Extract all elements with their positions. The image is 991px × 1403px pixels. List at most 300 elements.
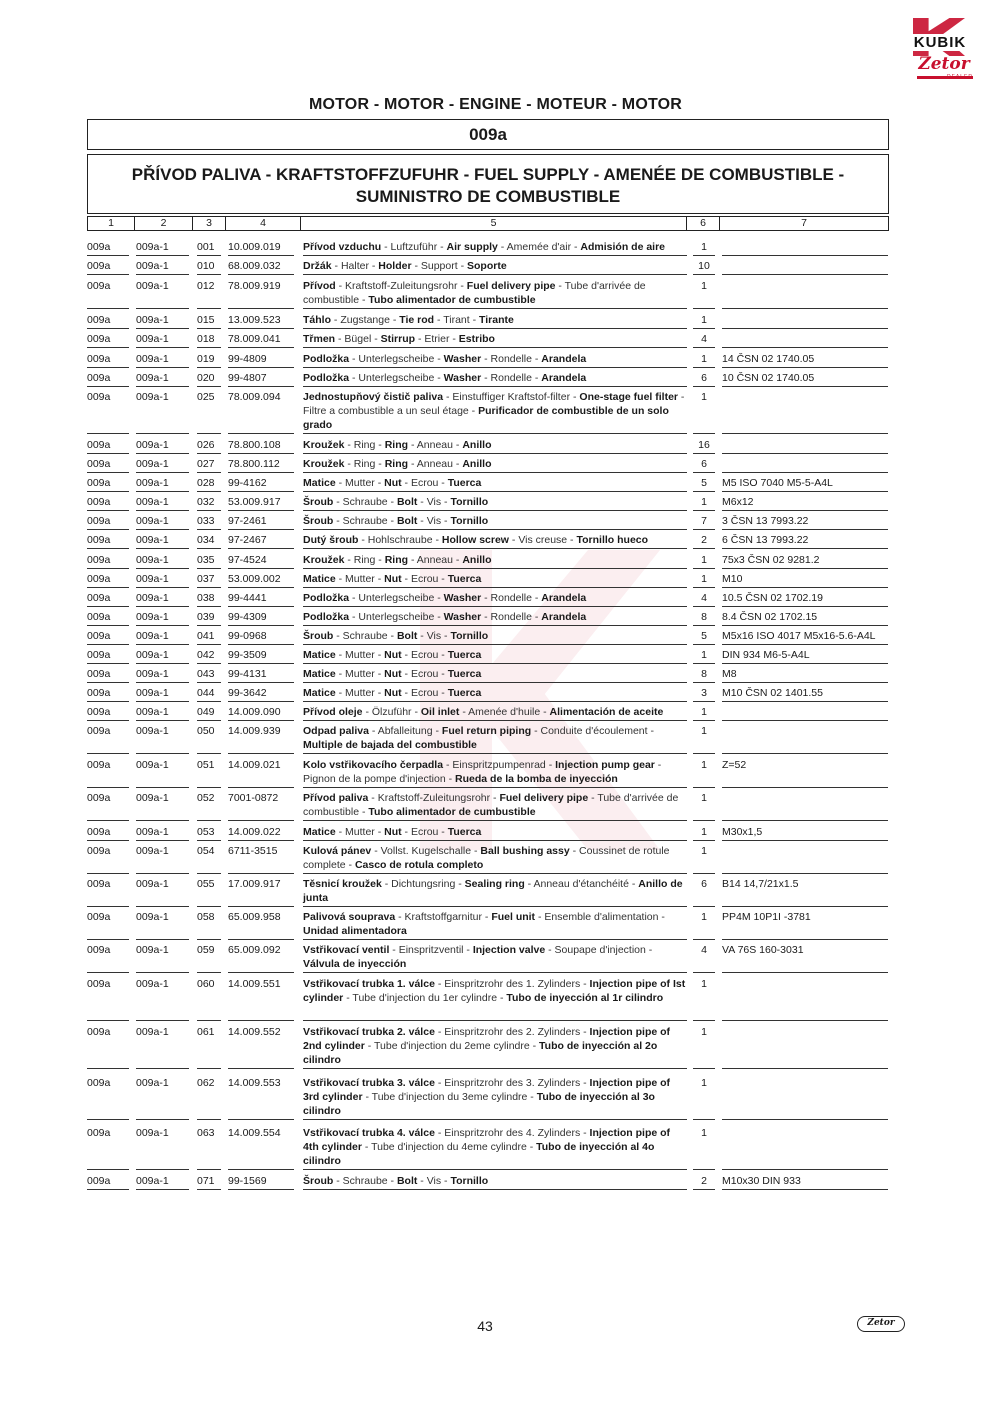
description-name: Vstřikovací trubka 3. válce: [303, 1077, 435, 1089]
position-cell: 025: [197, 390, 221, 434]
description-cell: [303, 572, 687, 588]
quantity-cell: 1: [693, 313, 715, 329]
note-cell: 10 ČSN 02 1740.05: [722, 371, 888, 387]
position-cell: 010: [197, 259, 221, 275]
group-code: 009a: [469, 125, 507, 144]
group-cell: 009a: [87, 667, 129, 683]
quantity-cell: 4: [693, 332, 715, 348]
description-name: Injection pipe of 2nd cylinder: [303, 1026, 671, 1052]
description-cell: [303, 1174, 687, 1190]
quantity-cell: 1: [693, 791, 715, 821]
part-number-cell: 14.009.553: [228, 1076, 294, 1120]
description-name: Tuerca: [447, 826, 482, 838]
description-name: Injection pipe of Ist cylinder: [303, 978, 686, 1004]
subgroup-cell: 009a-1: [136, 686, 189, 702]
quantity-cell: 16: [693, 438, 715, 454]
subgroup-cell: 009a-1: [136, 279, 189, 309]
description-translation: - Mutter -: [335, 668, 385, 680]
description-translation: - Vis -: [417, 1175, 451, 1187]
quantity-cell: 2: [693, 533, 715, 549]
group-cell: 009a: [87, 910, 129, 940]
description-translation: - Halter -: [331, 260, 379, 272]
subgroup-cell: 009a-1: [136, 533, 189, 549]
note-cell: 14 ČSN 02 1740.05: [722, 352, 888, 368]
description-translation: - Zugstange -: [331, 314, 400, 326]
subgroup-cell: 009a-1: [136, 390, 189, 434]
description-name: Tornillo hueco: [576, 534, 649, 546]
subgroup-cell: 009a-1: [136, 758, 189, 788]
description-cell: [303, 495, 687, 511]
group-cell: 009a: [87, 259, 129, 275]
group-cell: 009a: [87, 332, 129, 348]
description-translation: - Dichtungsring -: [381, 878, 465, 890]
part-number-cell: 14.009.552: [228, 1025, 294, 1069]
subgroup-cell: 009a-1: [136, 877, 189, 907]
part-number-cell: 53.009.002: [228, 572, 294, 588]
quantity-cell: 5: [693, 629, 715, 645]
description-translation: - Anneau -: [408, 458, 463, 470]
quantity-cell: 1: [693, 724, 715, 754]
position-cell: 035: [197, 553, 221, 569]
column-header: 2: [135, 217, 193, 230]
description-name: Tuerca: [447, 477, 482, 489]
description-name: Ring: [384, 458, 409, 470]
note-cell: M5 ISO 7040 M5-5-A4L: [722, 476, 888, 492]
part-number-cell: 97-2467: [228, 533, 294, 549]
description-name: Admisión de aire: [580, 241, 666, 253]
subgroup-cell: 009a-1: [136, 476, 189, 492]
description-translation: - Luftzuführ -: [381, 241, 447, 253]
description-name: Bolt: [396, 496, 418, 508]
part-number-cell: 99-4309: [228, 610, 294, 626]
description-name: Podložka: [303, 611, 350, 623]
group-cell: 009a: [87, 572, 129, 588]
subgroup-cell: 009a-1: [136, 610, 189, 626]
description-translation: - Ölzuführ -: [362, 706, 421, 718]
description-translation: - Pignon de la pompe d'injection -: [303, 759, 662, 785]
description-cell: [303, 610, 687, 626]
position-cell: 043: [197, 667, 221, 683]
description-translation: - Tube d'injection du 3eme cylindre -: [362, 1091, 537, 1103]
subgroup-cell: 009a-1: [136, 352, 189, 368]
description-name: Matice: [303, 687, 336, 699]
description-name: Tubo de inyección al 3o cilindro: [303, 1091, 655, 1117]
description-cell: [303, 686, 687, 702]
part-number-cell: 78.009.041: [228, 332, 294, 348]
subgroup-cell: 009a-1: [136, 910, 189, 940]
description-name: Injection pipe of 3rd cylinder: [303, 1077, 671, 1103]
description-translation: - Schraube -: [333, 1175, 397, 1187]
position-cell: 026: [197, 438, 221, 454]
description-cell: [303, 259, 687, 275]
quantity-cell: 4: [693, 943, 715, 973]
note-cell: [722, 1076, 888, 1120]
description-cell: [303, 667, 687, 683]
note-cell: 8.4 ČSN 02 1702.15: [722, 610, 888, 626]
description-name: Fuel return piping: [441, 725, 532, 737]
part-number-cell: 78.800.108: [228, 438, 294, 454]
quantity-cell: 2: [693, 1174, 715, 1190]
group-cell: 009a: [87, 1126, 129, 1170]
part-number-cell: 99-4809: [228, 352, 294, 368]
description-cell: [303, 313, 687, 329]
note-cell: M6x12: [722, 495, 888, 511]
subgroup-cell: 009a-1: [136, 1076, 189, 1120]
description-name: Washer: [443, 592, 482, 604]
subgroup-cell: 009a-1: [136, 1174, 189, 1190]
logo-dealer-text: DEALER: [946, 74, 973, 80]
group-cell: 009a: [87, 476, 129, 492]
quantity-cell: 6: [693, 371, 715, 387]
description-cell: [303, 390, 687, 434]
part-number-cell: 97-4524: [228, 553, 294, 569]
section-title-box: [87, 154, 889, 214]
note-cell: M5x16 ISO 4017 M5x16-5.6-A4L: [722, 629, 888, 645]
description-translation: - Rondelle -: [481, 592, 542, 604]
description-name: Kroužek: [303, 554, 345, 566]
description-name: Nut: [384, 573, 402, 585]
description-name: Estribo: [458, 333, 495, 345]
note-cell: M30x1,5: [722, 825, 888, 841]
subgroup-cell: 009a-1: [136, 724, 189, 754]
quantity-cell: 5: [693, 476, 715, 492]
description-translation: - Tube d'injection du 1er cylindre -: [343, 992, 507, 1004]
description-translation: - Einstuffiger Kraftstof-filter -: [443, 391, 580, 403]
part-number-cell: 78.009.919: [228, 279, 294, 309]
subgroup-cell: 009a-1: [136, 791, 189, 821]
note-cell: [722, 1126, 888, 1170]
description-name: Injection pump gear: [555, 759, 655, 771]
description-name: Tubo de inyección al 1r cilindro: [506, 992, 664, 1004]
part-number-cell: 14.009.090: [228, 705, 294, 721]
subgroup-cell: 009a-1: [136, 667, 189, 683]
description-cell: [303, 457, 687, 473]
description-name: Matice: [303, 826, 336, 838]
subgroup-cell: 009a-1: [136, 240, 189, 256]
part-number-cell: 99-3642: [228, 686, 294, 702]
note-cell: M10: [722, 572, 888, 588]
description-name: Přívod paliva: [303, 792, 369, 804]
description-translation: - Mutter -: [335, 649, 385, 661]
part-number-cell: 53.009.917: [228, 495, 294, 511]
group-code-box: [87, 119, 889, 150]
description-translation: - Ring -: [344, 458, 385, 470]
description-name: Tuerca: [447, 573, 482, 585]
note-cell: [722, 1025, 888, 1069]
note-cell: [722, 313, 888, 329]
description-translation: - Etrier -: [415, 333, 459, 345]
description-cell: [303, 910, 687, 940]
description-translation: - Schraube -: [333, 496, 397, 508]
description-cell: [303, 943, 687, 973]
note-cell: B14 14,7/21x1.5: [722, 877, 888, 907]
description-translation: - Unterlegscheibe -: [349, 353, 444, 365]
group-cell: 009a: [87, 977, 129, 1021]
description-translation: - Ecrou -: [401, 668, 448, 680]
description-name: Tuerca: [447, 687, 482, 699]
position-cell: 027: [197, 457, 221, 473]
subgroup-cell: 009a-1: [136, 438, 189, 454]
group-cell: 009a: [87, 705, 129, 721]
description-name: Anillo: [462, 439, 492, 451]
position-cell: 033: [197, 514, 221, 530]
quantity-cell: 1: [693, 390, 715, 434]
quantity-cell: 8: [693, 610, 715, 626]
group-cell: 009a: [87, 758, 129, 788]
description-name: Anillo de junta: [303, 878, 683, 904]
description-translation: - Kraftstoff-Zuleitungsrohr -: [368, 792, 500, 804]
note-cell: [722, 457, 888, 473]
description-translation: - Kraftstoff-Zuleitungsrohr -: [335, 280, 467, 292]
description-name: Matice: [303, 649, 336, 661]
note-cell: [722, 438, 888, 454]
position-cell: 061: [197, 1025, 221, 1069]
quantity-cell: 8: [693, 667, 715, 683]
quantity-cell: 1: [693, 910, 715, 940]
part-number-cell: 99-4131: [228, 667, 294, 683]
description-name: Tuerca: [447, 668, 482, 680]
description-name: Šroub: [303, 515, 334, 527]
subgroup-cell: 009a-1: [136, 259, 189, 275]
description-name: Šroub: [303, 496, 334, 508]
subgroup-cell: 009a-1: [136, 591, 189, 607]
description-name: Soporte: [467, 260, 507, 272]
part-number-cell: 6711-3515: [228, 844, 294, 874]
position-cell: 042: [197, 648, 221, 664]
description-translation: - Soupape d'injection -: [545, 944, 653, 956]
description-name: Hollow screw: [441, 534, 509, 546]
description-cell: [303, 724, 687, 754]
group-cell: 009a: [87, 514, 129, 530]
description-name: Kulová pánev: [303, 845, 372, 857]
part-number-cell: 14.009.021: [228, 758, 294, 788]
part-number-cell: 13.009.523: [228, 313, 294, 329]
description-name: Jednostupňový čistič paliva: [303, 391, 444, 403]
quantity-cell: 3: [693, 686, 715, 702]
description-cell: [303, 438, 687, 454]
description-name: Arandela: [541, 592, 587, 604]
part-number-cell: 78.009.094: [228, 390, 294, 434]
note-cell: VA 76S 160-3031: [722, 943, 888, 973]
position-cell: 020: [197, 371, 221, 387]
description-name: Tornillo: [450, 1175, 489, 1187]
description-name: Injection pipe of 4th cylinder: [303, 1127, 671, 1153]
position-cell: 052: [197, 791, 221, 821]
position-cell: 032: [197, 495, 221, 511]
description-name: Kolo vstřikovacího čerpadla: [303, 759, 444, 771]
part-number-cell: 10.009.019: [228, 240, 294, 256]
group-cell: 009a: [87, 533, 129, 549]
part-number-cell: 99-4162: [228, 476, 294, 492]
description-name: Tie rod: [399, 314, 435, 326]
quantity-cell: 1: [693, 1076, 715, 1120]
description-name: Air supply: [446, 241, 498, 253]
quantity-cell: 7: [693, 514, 715, 530]
part-number-cell: 65.009.958: [228, 910, 294, 940]
column-number-header: [87, 216, 889, 231]
description-translation: - Schraube -: [333, 630, 397, 642]
description-name: Holder: [378, 260, 412, 272]
group-cell: 009a: [87, 457, 129, 473]
description-translation: - Mutter -: [335, 477, 385, 489]
description-name: Tubo alimentador de cumbustible: [368, 294, 536, 306]
description-cell: [303, 1076, 687, 1120]
description-cell: [303, 332, 687, 348]
description-name: Palivová souprava: [303, 911, 396, 923]
quantity-cell: 1: [693, 495, 715, 511]
position-cell: 063: [197, 1126, 221, 1170]
kubik-zetor-logo: [905, 18, 975, 80]
description-name: Oil inlet: [420, 706, 460, 718]
group-cell: 009a: [87, 371, 129, 387]
column-header: 3: [193, 217, 226, 230]
quantity-cell: 4: [693, 591, 715, 607]
group-cell: 009a: [87, 438, 129, 454]
quantity-cell: 1: [693, 648, 715, 664]
quantity-cell: 1: [693, 1126, 715, 1170]
part-number-cell: 14.009.939: [228, 724, 294, 754]
description-name: Tornillo: [450, 496, 489, 508]
description-name: Přívod: [303, 280, 336, 292]
position-cell: 049: [197, 705, 221, 721]
column-header: 5: [301, 217, 687, 230]
description-name: Dutý šroub: [303, 534, 359, 546]
position-cell: 055: [197, 877, 221, 907]
group-cell: 009a: [87, 791, 129, 821]
description-name: Tirante: [479, 314, 514, 326]
part-number-cell: 97-2461: [228, 514, 294, 530]
description-name: Bolt: [396, 515, 418, 527]
group-cell: 009a: [87, 1076, 129, 1120]
quantity-cell: 1: [693, 553, 715, 569]
description-name: Šroub: [303, 630, 334, 642]
description-name: Podložka: [303, 353, 350, 365]
description-cell: [303, 825, 687, 841]
note-cell: [722, 390, 888, 434]
note-cell: [722, 724, 888, 754]
description-translation: - Tube d'injection du 2eme cylindre -: [364, 1040, 540, 1052]
position-cell: 034: [197, 533, 221, 549]
quantity-cell: 1: [693, 758, 715, 788]
description-cell: [303, 514, 687, 530]
description-translation: - Support -: [411, 260, 467, 272]
description-name: Podložka: [303, 372, 350, 384]
description-translation: - Einspritzrohr des 2. Zylinders -: [434, 1026, 590, 1038]
subgroup-cell: 009a-1: [136, 844, 189, 874]
description-cell: [303, 240, 687, 256]
group-cell: 009a: [87, 495, 129, 511]
description-translation: - Ring -: [344, 439, 385, 451]
group-cell: 009a: [87, 648, 129, 664]
description-cell: [303, 591, 687, 607]
description-name: Matice: [303, 477, 336, 489]
quantity-cell: 1: [693, 279, 715, 309]
description-name: Arandela: [541, 611, 587, 623]
description-cell: [303, 844, 687, 874]
description-name: Vstřikovací trubka 4. válce: [303, 1127, 435, 1139]
description-translation: - Rondelle -: [481, 372, 542, 384]
description-translation: - Anneau -: [408, 554, 463, 566]
part-number-cell: 99-1569: [228, 1174, 294, 1190]
subgroup-cell: 009a-1: [136, 553, 189, 569]
note-cell: [722, 279, 888, 309]
note-cell: [722, 844, 888, 874]
description-cell: [303, 1025, 687, 1069]
description-translation: - Einspritzventil -: [389, 944, 473, 956]
description-cell: [303, 877, 687, 907]
logo-brand-script: Zetor: [918, 54, 970, 74]
position-cell: 037: [197, 572, 221, 588]
note-cell: [722, 332, 888, 348]
page-number: 43: [477, 1318, 493, 1334]
group-cell: 009a: [87, 844, 129, 874]
group-cell: 009a: [87, 313, 129, 329]
note-cell: 75x3 ČSN 02 9281.2: [722, 553, 888, 569]
description-translation: - Einspritzrohr des 3. Zylinders -: [434, 1077, 590, 1089]
position-cell: 041: [197, 629, 221, 645]
description-name: Matice: [303, 668, 336, 680]
description-translation: - Ecrou -: [401, 477, 448, 489]
note-cell: 3 ČSN 13 7993.22: [722, 514, 888, 530]
subgroup-cell: 009a-1: [136, 514, 189, 530]
page-title: MOTOR - MOTOR - ENGINE - MOTEUR - MOTOR: [308, 96, 683, 113]
group-cell: 009a: [87, 629, 129, 645]
description-cell: [303, 977, 687, 1021]
section-title: PŘÍVOD PALIVA - KRAFTSTOFFZUFUHR - FUEL SUPPLY - AMENÉE DE COMBUSTIBLE - SUMINISTRO DE COMBUSTIBLE: [131, 165, 845, 206]
note-cell: 10.5 ČSN 02 1702.19: [722, 591, 888, 607]
description-name: Kroužek: [303, 458, 345, 470]
description-name: Přívod oleje: [303, 706, 363, 718]
subgroup-cell: 009a-1: [136, 943, 189, 973]
description-name: Vstřikovací ventil: [303, 944, 390, 956]
group-cell: 009a: [87, 390, 129, 434]
description-translation: - Vis -: [417, 496, 451, 508]
note-cell: DIN 934 M6-5-A4L: [722, 648, 888, 664]
description-translation: - Vis -: [417, 515, 451, 527]
description-name: Držák: [303, 260, 332, 272]
description-translation: - Anneau -: [408, 439, 463, 451]
quantity-cell: 1: [693, 1025, 715, 1069]
position-cell: 051: [197, 758, 221, 788]
position-cell: 054: [197, 844, 221, 874]
group-cell: 009a: [87, 686, 129, 702]
position-cell: 059: [197, 943, 221, 973]
note-cell: M8: [722, 667, 888, 683]
description-name: Odpad paliva: [303, 725, 369, 737]
description-name: Sealing ring: [464, 878, 525, 890]
description-name: Tubo alimentador de cumbustible: [368, 806, 536, 818]
part-number-cell: 17.009.917: [228, 877, 294, 907]
description-cell: [303, 553, 687, 569]
group-cell: 009a: [87, 825, 129, 841]
description-name: Nut: [384, 668, 402, 680]
description-cell: [303, 352, 687, 368]
description-name: Arandela: [541, 372, 587, 384]
column-header: 6: [687, 217, 720, 230]
description-name: Tubo de inyección al 2o cilindro: [303, 1040, 658, 1066]
quantity-cell: 1: [693, 844, 715, 874]
description-translation: - Tube d'arrivée de combustible -: [303, 280, 646, 306]
description-translation: - Unterlegscheibe -: [349, 592, 444, 604]
description-name: Nut: [384, 826, 402, 838]
quantity-cell: 1: [693, 240, 715, 256]
subgroup-cell: 009a-1: [136, 572, 189, 588]
quantity-cell: 6: [693, 877, 715, 907]
description-name: Bolt: [396, 1175, 418, 1187]
position-cell: 050: [197, 724, 221, 754]
description-translation: - Amenée d'huile -: [459, 706, 550, 718]
part-number-cell: 14.009.551: [228, 977, 294, 1021]
